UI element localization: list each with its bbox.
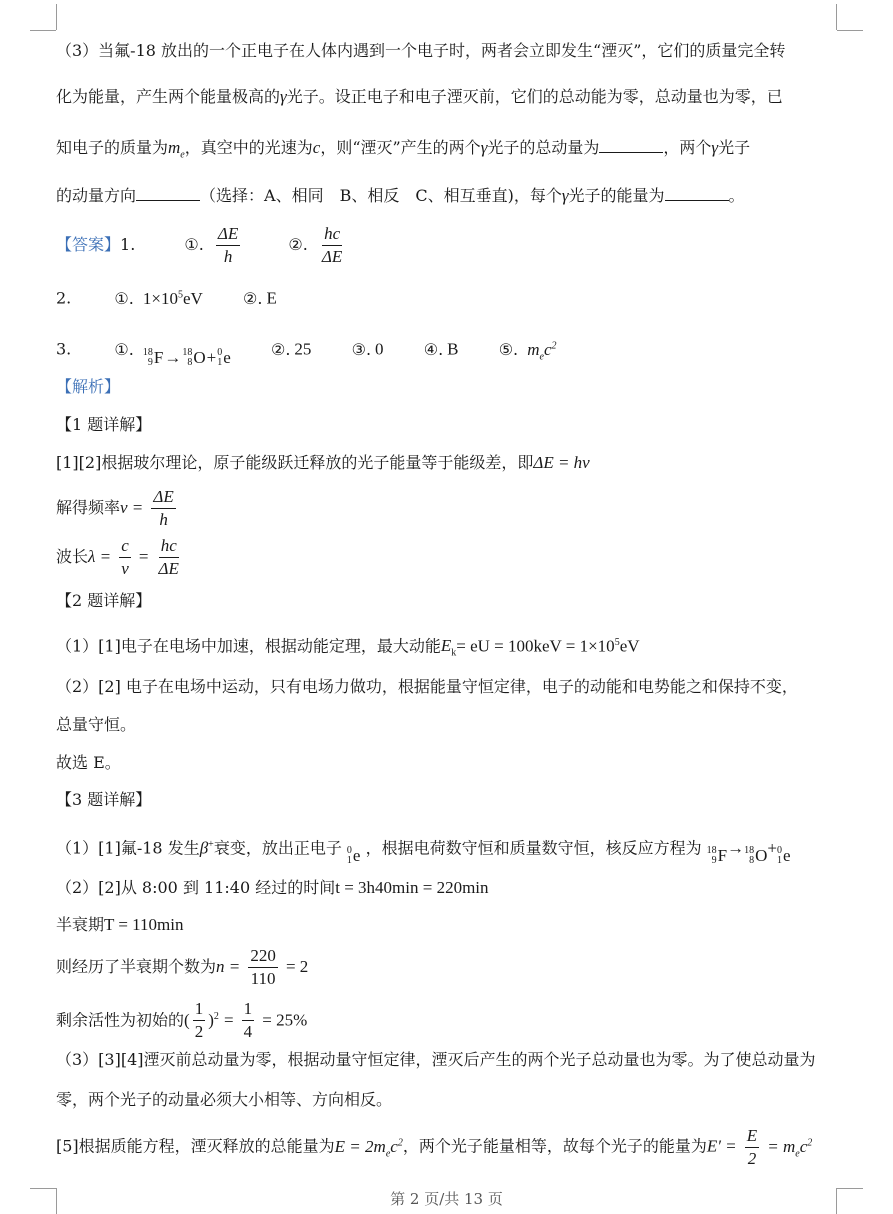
answer-row-1: 【答案】1. ①. $\frac{\Delta E}{h}$ ②. $\frac{hc}{\Delta E}$ (56, 224, 343, 266)
question-line-4: 的动量方向 （选择：A、相同 B、相反 C、相互垂直)，每个γ光子的能量为 。 (56, 186, 745, 205)
answer-row-3: 3. ①. 18 9 F → 18 8 O + 0 1 e ②. 25 ③. 0 ④. B ⑤. $m_ec^2$ (56, 333, 837, 371)
answer-tag: 【答案】 (56, 235, 121, 254)
gamma-symbol: γ (280, 87, 287, 106)
answer-1-fraction-2: $\frac{hc}{\Delta E}$ (321, 224, 343, 266)
section-3-heading: 【3 题详解】 (56, 790, 152, 809)
question-line-1: （3）当氟-18 放出的一个正电子在人体内遇到一个电子时，两者会立即发生“湮灭”，它们的质量完全转 (56, 41, 786, 60)
section-1-heading: 【1 题详解】 (56, 415, 152, 434)
analysis-s2: 解得频率ν = $\frac{\Delta E}{h}$ (56, 487, 174, 529)
analysis-s13: （3）[3][4]湮灭前总动量为零，根据动量守恒定律，湮灭后产生的两个光子总动量也为零。为了使总动量为 (56, 1050, 816, 1069)
analysis-s3: 波长λ = $\frac{c}{\nu}$ = $\frac{hc}{\Delta E}$ (56, 536, 179, 578)
analysis-s11: 则经历了半衰期个数为n = $\frac{220}{110}$ = 2 (56, 946, 309, 988)
analysis-s9: （2）[2]从 8:00 到 11:40 经过的时间t = 3h40min = 220min (56, 878, 489, 897)
answer-blank-3 (665, 184, 729, 201)
answer-1-fraction-1: $\frac{\Delta E}{h}$ (217, 224, 239, 266)
nuclear-equation: 18 9 F → 18 8 O + 0 1 e (142, 346, 231, 368)
analysis-s7: 故选 E。 (56, 753, 121, 772)
question-line-3: 知电子的质量为$m_e$，真空中的光速为c，则“湮灭”产生的两个γ光子的总动量为 ，两个γ光子 (56, 138, 751, 161)
section-2-heading: 【2 题详解】 (56, 591, 152, 610)
analysis-s10: 半衰期T = 110min (56, 915, 184, 934)
analysis-s4: （1）[1]电子在电场中加速，根据动能定理，最大动能$E_k=$ eU = $100keV = 1\times 10^5eV$ (56, 636, 640, 659)
answer-blank-1 (599, 136, 663, 153)
crop-mark-top-right-v (836, 4, 837, 30)
analysis-s5: （2）[2] 电子在电场中运动，只有电场力做功，根据能量守恒定律，电子的动能和电势能之和保持不变， (56, 677, 798, 696)
analysis-s6: 总量守恒。 (56, 715, 137, 734)
analysis-tag: 【解析】 (56, 377, 121, 396)
answer-blank-2 (136, 184, 200, 201)
analysis-s15: [5]根据质能方程，湮灭释放的总能量为$E = 2m_ec^2$，两个光子能量相等，故每个光子的能量为E′ = $\frac{E}{2}$ = $m_ec^2$ (56, 1125, 813, 1168)
page-footer: 第 2 页/共 13 页 (390, 1190, 503, 1208)
analysis-s8: （1）[1]氟-18 发生β+衰变，放出正电子 0 1 e ，根据电荷数守恒和质量数守恒，核反应方程为 18 9 F → 18 8 O + 0 1 e (56, 838, 791, 867)
electron-mass-symbol: $m_e$ (168, 138, 185, 161)
crop-mark-top-left-v (56, 4, 57, 30)
crop-mark-top-right-h (837, 30, 863, 31)
crop-mark-top-left-h (30, 30, 56, 31)
analysis-s12: 剩余活性为初始的( $\frac{1}{2}$ )$^2$ = $\frac{1}{4}$ = 25% (56, 999, 308, 1042)
question-line-2: 化为能量，产生两个能量极高的γ光子。设正电子和电子湮灭前，它们的总动能为零，总动量也为零，已 (56, 87, 783, 106)
analysis-s14: 零，两个光子的动量必须大小相等、方向相反。 (56, 1090, 393, 1109)
analysis-s1: [1][2]根据玻尔理论，原子能级跃迁释放的光子能量等于能级差，即ΔE = hν (56, 453, 590, 472)
answer-row-2: 2. ①. $1\times 10^5eV$ ②. E (56, 288, 277, 308)
